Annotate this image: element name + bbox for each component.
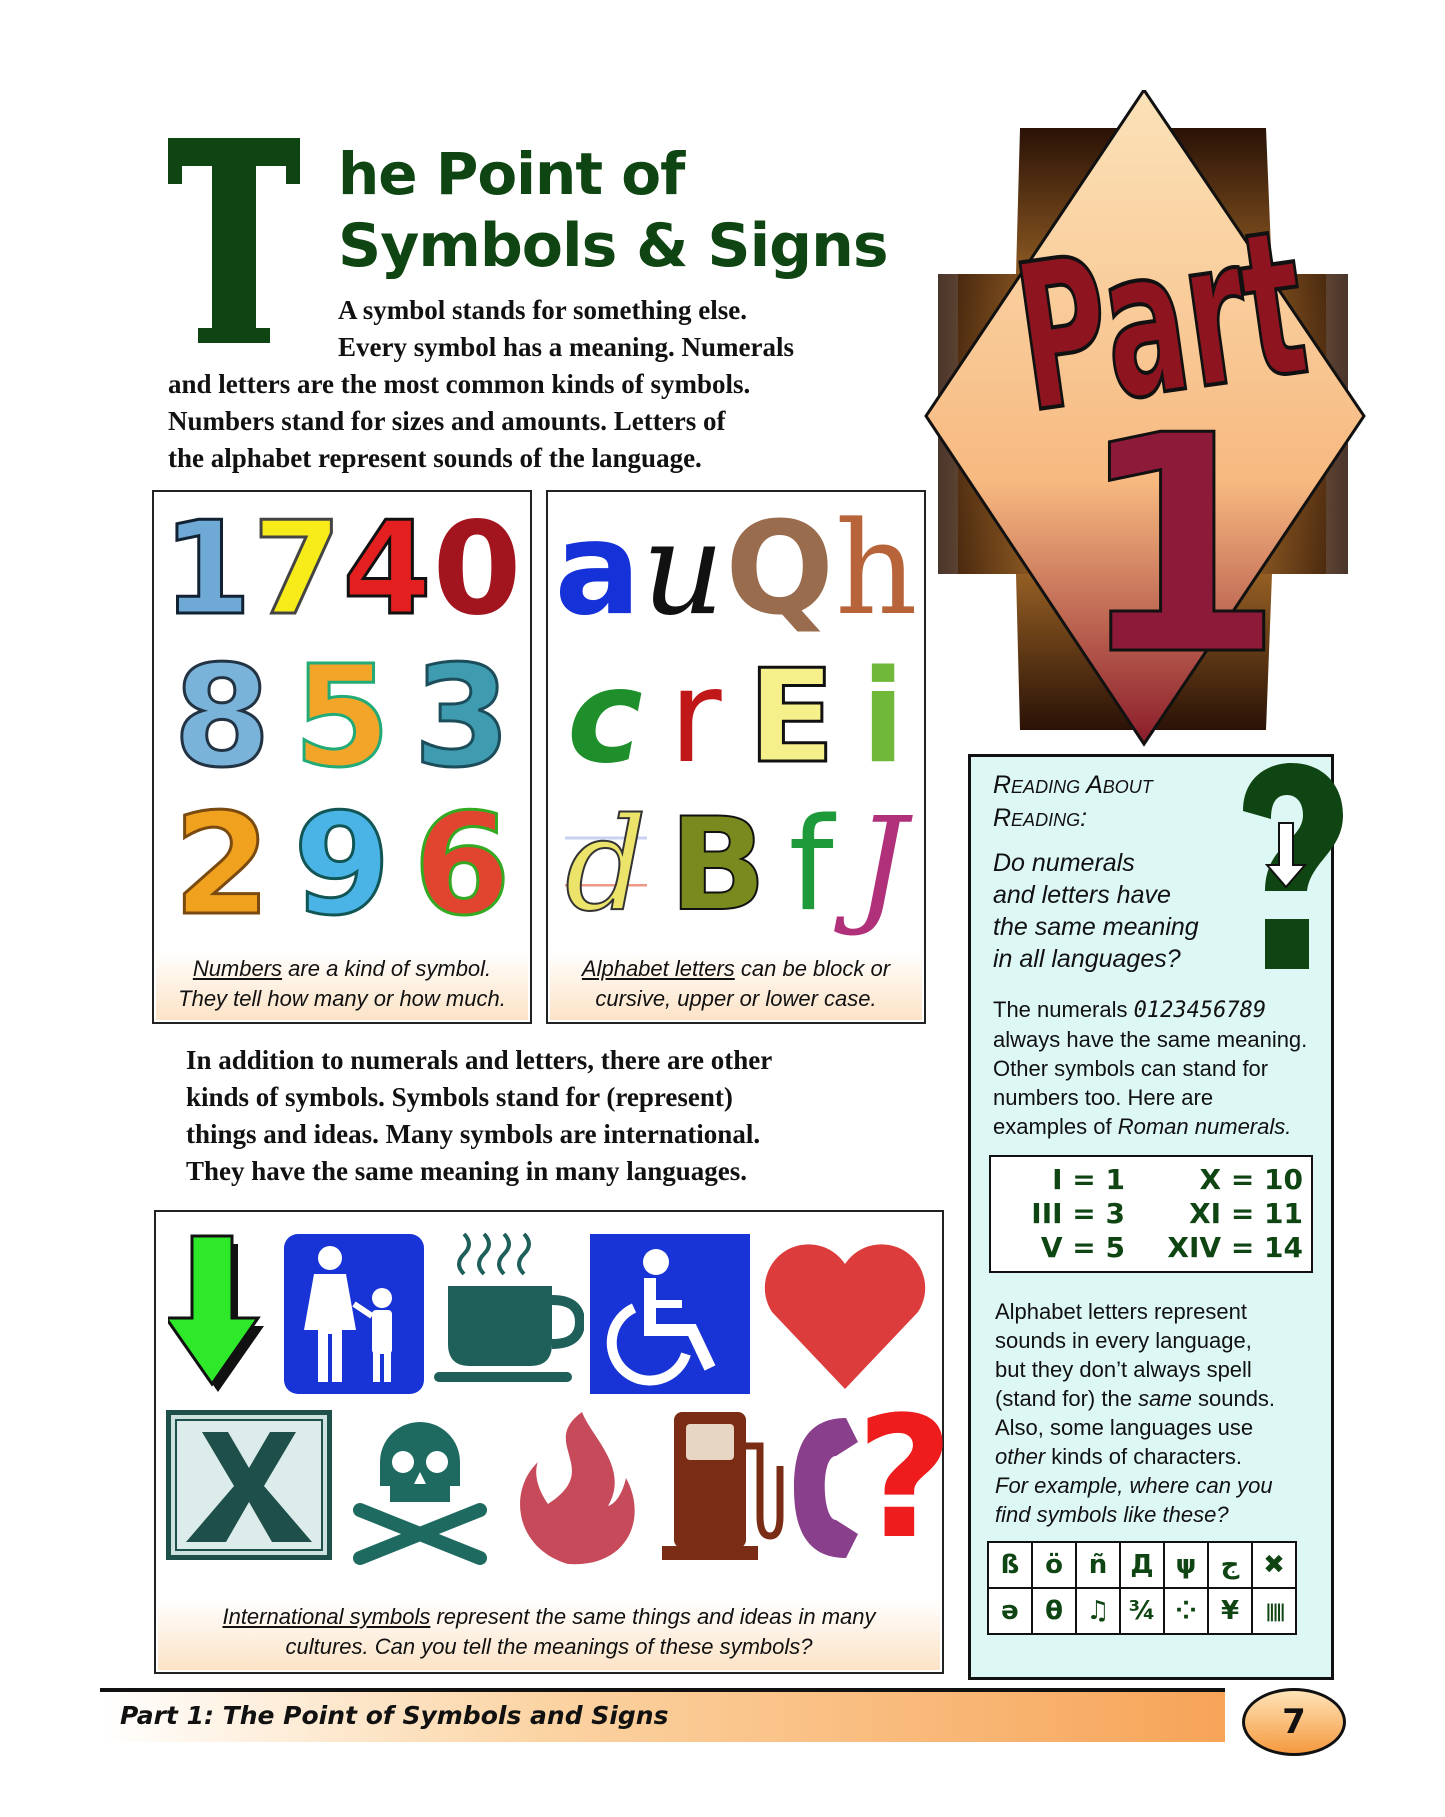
- intro-paragraph-top: [338, 292, 898, 366]
- alpha-line-3: but they don’t always spell: [995, 1357, 1252, 1382]
- barcode-cell: |||||: [1252, 1588, 1296, 1634]
- sidebar-alphabet-text: [995, 1297, 1325, 1529]
- numbers-caption: [156, 950, 528, 1020]
- numerals-text-2: always have the same meaning.: [993, 1027, 1308, 1052]
- sidebar-question-line-4: in all languages?: [993, 945, 1181, 973]
- title-line-2: Symbols & Signs: [338, 211, 888, 281]
- letters-caption: [550, 950, 922, 1020]
- sidebar-question: [993, 847, 1199, 975]
- part-number: 1: [1075, 372, 1285, 721]
- roman-x: X = 10: [1199, 1163, 1303, 1196]
- roman-i: I = 1: [1052, 1163, 1125, 1196]
- dropcap-letter: [168, 138, 300, 343]
- char-cell: Д: [1120, 1542, 1164, 1588]
- letter-Q: Q: [725, 495, 835, 644]
- letters-caption-line-2: cursive, upper or lower case.: [595, 986, 877, 1011]
- sidebar-question-line-1: Do numerals: [993, 849, 1135, 877]
- letter-u: u: [641, 495, 725, 644]
- numeral-8: 8: [173, 636, 271, 799]
- page-footer: [100, 1688, 1225, 1742]
- alpha-line-2: sounds in every language,: [995, 1328, 1252, 1353]
- roman-numerals-box: [989, 1155, 1313, 1273]
- numeral-4: 4: [342, 495, 432, 644]
- numbers-caption-underlined: Numbers: [192, 956, 283, 981]
- roman-iii: III = 3: [1031, 1197, 1125, 1230]
- page-number: 7: [1242, 1688, 1346, 1756]
- numeral-2: 2: [173, 784, 271, 947]
- char-cell: ə: [988, 1588, 1032, 1634]
- roman-xiv: XIV = 14: [1167, 1231, 1303, 1264]
- letter-E: E: [747, 643, 836, 792]
- numeral-9: 9: [293, 784, 391, 947]
- skull-crossbones-icon: [340, 1410, 500, 1570]
- letter-h: h: [835, 495, 918, 644]
- numeral-7: 7: [252, 495, 342, 644]
- char-cell: ♫: [1076, 1588, 1120, 1634]
- alpha-line-7: For example, where can you: [995, 1473, 1273, 1498]
- fire-icon: [508, 1408, 648, 1568]
- alpha-line-4b: same: [1138, 1386, 1192, 1411]
- letter-a: a: [554, 495, 641, 644]
- letter-r: r: [668, 643, 722, 792]
- middle-line-2: kinds of symbols. Symbols stand for (represent): [186, 1082, 733, 1112]
- question-mark-icon: ?: [856, 1380, 954, 1576]
- international-symbols-panel: [154, 1210, 954, 1674]
- numbers-caption-rest: are a kind of symbol.: [282, 956, 492, 981]
- char-cell: ¾: [1120, 1588, 1164, 1634]
- sidebar-question-line-2: and letters have: [993, 881, 1171, 909]
- middle-paragraph: [186, 1042, 946, 1190]
- numerals-text-5: examples of: [993, 1114, 1118, 1139]
- letters-caption-underlined: Alphabet letters: [581, 956, 735, 981]
- numbers-panel: [152, 490, 532, 1024]
- letter-d: d: [565, 791, 647, 940]
- letter-c: c: [567, 643, 643, 792]
- char-cell: ψ: [1164, 1542, 1208, 1588]
- intro-line-2: Every symbol has a meaning. Numerals: [338, 332, 795, 362]
- numeral-5: 5: [293, 636, 391, 799]
- numeral-1: 1: [162, 495, 252, 644]
- char-cell: θ: [1032, 1588, 1076, 1634]
- char-cell: ج: [1208, 1542, 1252, 1588]
- sidebar-numerals-text: [993, 995, 1329, 1141]
- intro-line-3: and letters are the most common kinds of symbols.: [168, 369, 751, 399]
- letter-B: B: [668, 791, 767, 940]
- alpha-line-8: find symbols like these?: [995, 1502, 1229, 1527]
- question-arrow-icon: [1225, 761, 1345, 981]
- numeral-6: 6: [413, 784, 511, 947]
- letter-i: i: [861, 643, 905, 792]
- char-cell: ✖: [1252, 1542, 1296, 1588]
- alpha-line-6b: kinds of characters.: [1045, 1444, 1243, 1469]
- alpha-line-1: Alphabet letters represent: [995, 1299, 1247, 1324]
- middle-line-4: They have the same meaning in many languages.: [186, 1156, 748, 1186]
- char-cell: ö: [1032, 1542, 1076, 1588]
- sidebar-heading-line-2: Reading:: [993, 804, 1088, 832]
- alpha-line-5: Also, some languages use: [995, 1415, 1254, 1440]
- char-cell: ñ: [1076, 1542, 1120, 1588]
- letters-panel: [546, 490, 926, 1024]
- intro-paragraph-bottom: [168, 366, 908, 477]
- roman-xi: XI = 11: [1189, 1197, 1303, 1230]
- heart-icon: [760, 1234, 930, 1394]
- wheelchair-icon: [590, 1234, 750, 1394]
- page-title: [338, 138, 888, 282]
- numerals-text-4: numbers too. Here are: [993, 1085, 1214, 1110]
- char-cell: ¥: [1208, 1588, 1252, 1634]
- world-characters-table: [987, 1541, 1297, 1635]
- alpha-line-6a: other: [995, 1444, 1046, 1469]
- letter-f: f: [788, 791, 834, 940]
- letters-caption-rest: can be block or: [734, 956, 891, 981]
- family-restroom-icon: [284, 1234, 424, 1394]
- footer-label: Part 1: The Point of Symbols and Signs: [120, 1701, 669, 1730]
- symbols-caption-underlined: International symbols: [222, 1604, 431, 1629]
- alpha-line-4a: (stand for) the: [995, 1386, 1139, 1411]
- part-word: Part: [1003, 184, 1319, 458]
- middle-line-1: In addition to numerals and letters, there are other: [186, 1045, 773, 1075]
- middle-line-3: things and ideas. Many symbols are international.: [186, 1119, 761, 1149]
- alpha-line-4c: sounds.: [1191, 1386, 1276, 1411]
- campground-tent-icon: [166, 1410, 332, 1560]
- numerals-text-1: The numerals: [993, 997, 1134, 1022]
- symbols-caption-line-2: cultures. Can you tell the meanings of these symbols?: [285, 1634, 813, 1659]
- intro-line-4: Numbers stand for sizes and amounts. Letters of: [168, 406, 726, 436]
- reading-about-reading-sidebar: [968, 754, 1334, 1680]
- numerals-text-3: Other symbols can stand for: [993, 1056, 1269, 1081]
- numeral-3: 3: [413, 636, 511, 799]
- sidebar-heading-line-1: Reading About: [993, 771, 1153, 799]
- sidebar-heading: [993, 769, 1153, 835]
- char-cell: ⁘: [1164, 1588, 1208, 1634]
- roman-v: V = 5: [1040, 1231, 1125, 1264]
- numerals-digits: 0123456789: [1133, 998, 1267, 1023]
- symbols-caption-rest: represent the same things and ideas in many: [430, 1604, 876, 1629]
- down-arrow-icon: [168, 1234, 268, 1400]
- sidebar-question-line-3: the same meaning: [993, 913, 1199, 941]
- title-line-1: he Point of: [338, 140, 685, 208]
- numerals-roman-label: Roman numerals.: [1117, 1114, 1292, 1139]
- letter-J: J: [855, 791, 907, 940]
- part-one-badge: [920, 90, 1370, 750]
- intro-line-1: A symbol stands for something else.: [338, 295, 748, 325]
- char-cell: ß: [988, 1542, 1032, 1588]
- numbers-caption-line-2: They tell how many or how much.: [178, 986, 506, 1011]
- gas-pump-icon: [656, 1406, 786, 1566]
- coffee-cup-icon: [434, 1224, 584, 1394]
- numeral-0: 0: [432, 495, 522, 644]
- symbols-caption: [158, 1598, 940, 1670]
- intro-line-5: the alphabet represent sounds of the language.: [168, 443, 702, 473]
- telephone-icon: [786, 1408, 866, 1568]
